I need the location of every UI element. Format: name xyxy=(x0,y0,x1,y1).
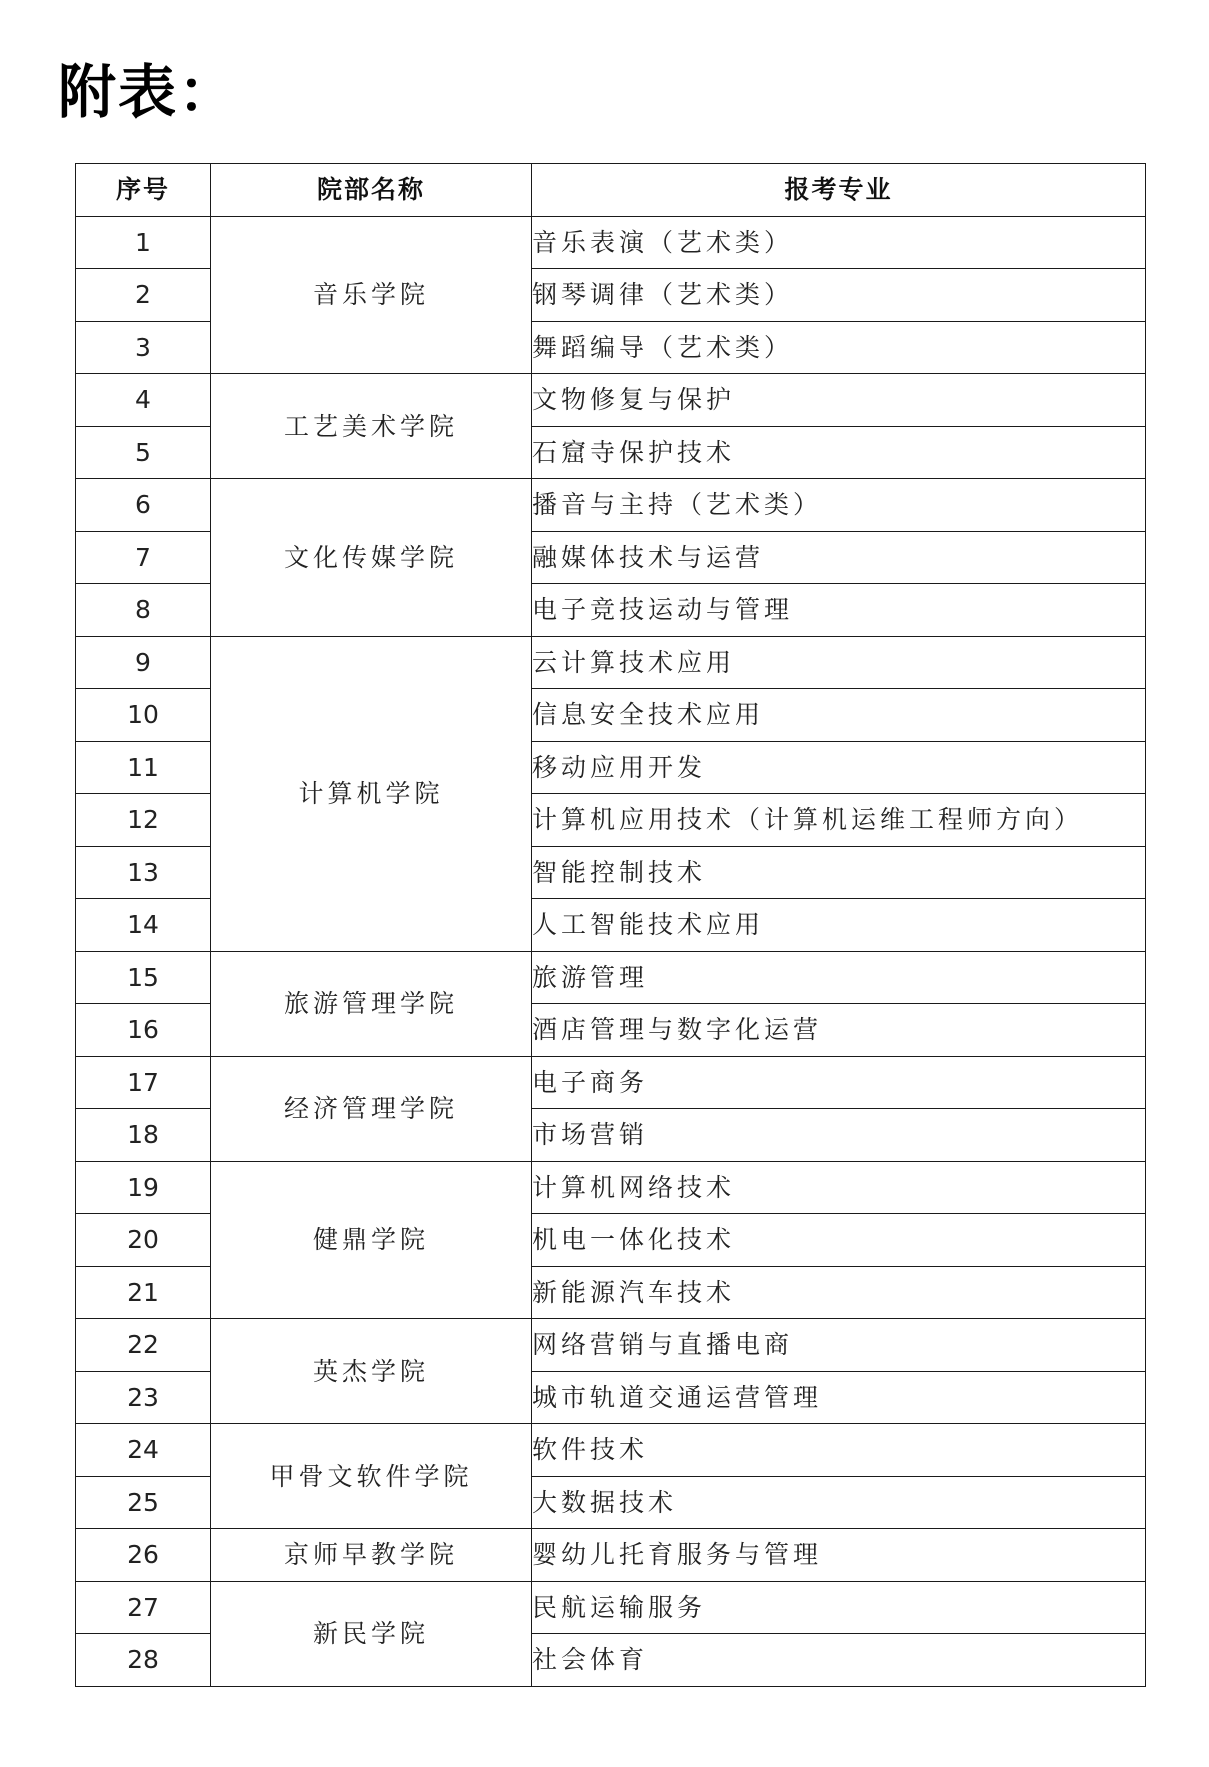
row-seq-cell: 17 xyxy=(76,1056,211,1109)
table-row xyxy=(76,1529,1146,1582)
dept-name-cell: 旅游管理学院 xyxy=(211,951,532,1056)
table-row xyxy=(76,1319,1146,1372)
row-seq-cell: 23 xyxy=(76,1371,211,1424)
table-row xyxy=(76,1056,1146,1109)
row-seq-cell: 22 xyxy=(76,1319,211,1372)
major-name-cell: 民航运输服务 xyxy=(532,1581,1146,1634)
row-seq-cell: 13 xyxy=(76,846,211,899)
major-name-cell: 大数据技术 xyxy=(532,1476,1146,1529)
dept-name-cell: 健鼎学院 xyxy=(211,1161,532,1319)
table-row xyxy=(76,951,1146,1004)
header-dept: 院部名称 xyxy=(211,164,532,217)
table-row xyxy=(76,374,1146,427)
row-seq-cell: 1 xyxy=(76,216,211,269)
row-seq-cell: 26 xyxy=(76,1529,211,1582)
major-name-cell: 云计算技术应用 xyxy=(532,636,1146,689)
row-seq-cell: 12 xyxy=(76,794,211,847)
row-seq-cell: 4 xyxy=(76,374,211,427)
major-name-cell: 婴幼儿托育服务与管理 xyxy=(532,1529,1146,1582)
table-body xyxy=(76,216,1146,1686)
major-name-cell: 移动应用开发 xyxy=(532,741,1146,794)
dept-name-cell: 音乐学院 xyxy=(211,216,532,374)
dept-name-cell: 京师早教学院 xyxy=(211,1529,532,1582)
dept-name-cell: 甲骨文软件学院 xyxy=(211,1424,532,1529)
major-name-cell: 融媒体技术与运营 xyxy=(532,531,1146,584)
header-major: 报考专业 xyxy=(532,164,1146,217)
row-seq-cell: 5 xyxy=(76,426,211,479)
major-name-cell: 机电一体化技术 xyxy=(532,1214,1146,1267)
dept-name-cell: 文化传媒学院 xyxy=(211,479,532,637)
row-seq-cell: 15 xyxy=(76,951,211,1004)
table-row xyxy=(76,636,1146,689)
row-seq-cell: 27 xyxy=(76,1581,211,1634)
row-seq-cell: 28 xyxy=(76,1634,211,1687)
major-name-cell: 舞蹈编导（艺术类） xyxy=(532,321,1146,374)
major-name-cell: 计算机应用技术（计算机运维工程师方向） xyxy=(532,794,1146,847)
major-name-cell: 网络营销与直播电商 xyxy=(532,1319,1146,1372)
row-seq-cell: 18 xyxy=(76,1109,211,1162)
major-name-cell: 软件技术 xyxy=(532,1424,1146,1477)
major-name-cell: 新能源汽车技术 xyxy=(532,1266,1146,1319)
row-seq-cell: 6 xyxy=(76,479,211,532)
row-seq-cell: 10 xyxy=(76,689,211,742)
major-name-cell: 市场营销 xyxy=(532,1109,1146,1162)
row-seq-cell: 24 xyxy=(76,1424,211,1477)
table-row xyxy=(76,216,1146,269)
major-name-cell: 城市轨道交通运营管理 xyxy=(532,1371,1146,1424)
major-name-cell: 石窟寺保护技术 xyxy=(532,426,1146,479)
majors-table xyxy=(75,163,1146,1687)
row-seq-cell: 8 xyxy=(76,584,211,637)
row-seq-cell: 14 xyxy=(76,899,211,952)
major-name-cell: 文物修复与保护 xyxy=(532,374,1146,427)
dept-name-cell: 英杰学院 xyxy=(211,1319,532,1424)
table-row xyxy=(76,479,1146,532)
row-seq-cell: 3 xyxy=(76,321,211,374)
table-row xyxy=(76,1581,1146,1634)
major-name-cell: 社会体育 xyxy=(532,1634,1146,1687)
dept-name-cell: 经济管理学院 xyxy=(211,1056,532,1161)
table-row xyxy=(76,1424,1146,1477)
row-seq-cell: 9 xyxy=(76,636,211,689)
header-seq: 序号 xyxy=(76,164,211,217)
major-name-cell: 酒店管理与数字化运营 xyxy=(532,1004,1146,1057)
page-title: 附表： xyxy=(58,58,239,126)
major-name-cell: 钢琴调律（艺术类） xyxy=(532,269,1146,322)
row-seq-cell: 2 xyxy=(76,269,211,322)
row-seq-cell: 19 xyxy=(76,1161,211,1214)
major-name-cell: 旅游管理 xyxy=(532,951,1146,1004)
row-seq-cell: 16 xyxy=(76,1004,211,1057)
row-seq-cell: 20 xyxy=(76,1214,211,1267)
major-name-cell: 人工智能技术应用 xyxy=(532,899,1146,952)
row-seq-cell: 11 xyxy=(76,741,211,794)
table-row xyxy=(76,1161,1146,1214)
row-seq-cell: 21 xyxy=(76,1266,211,1319)
row-seq-cell: 25 xyxy=(76,1476,211,1529)
dept-name-cell: 新民学院 xyxy=(211,1581,532,1686)
major-name-cell: 信息安全技术应用 xyxy=(532,689,1146,742)
row-seq-cell: 7 xyxy=(76,531,211,584)
major-name-cell: 电子商务 xyxy=(532,1056,1146,1109)
major-name-cell: 智能控制技术 xyxy=(532,846,1146,899)
dept-name-cell: 工艺美术学院 xyxy=(211,374,532,479)
major-name-cell: 计算机网络技术 xyxy=(532,1161,1146,1214)
major-name-cell: 播音与主持（艺术类） xyxy=(532,479,1146,532)
major-name-cell: 电子竞技运动与管理 xyxy=(532,584,1146,637)
dept-name-cell: 计算机学院 xyxy=(211,636,532,951)
major-name-cell: 音乐表演（艺术类） xyxy=(532,216,1146,269)
table-header-row xyxy=(76,164,1146,217)
